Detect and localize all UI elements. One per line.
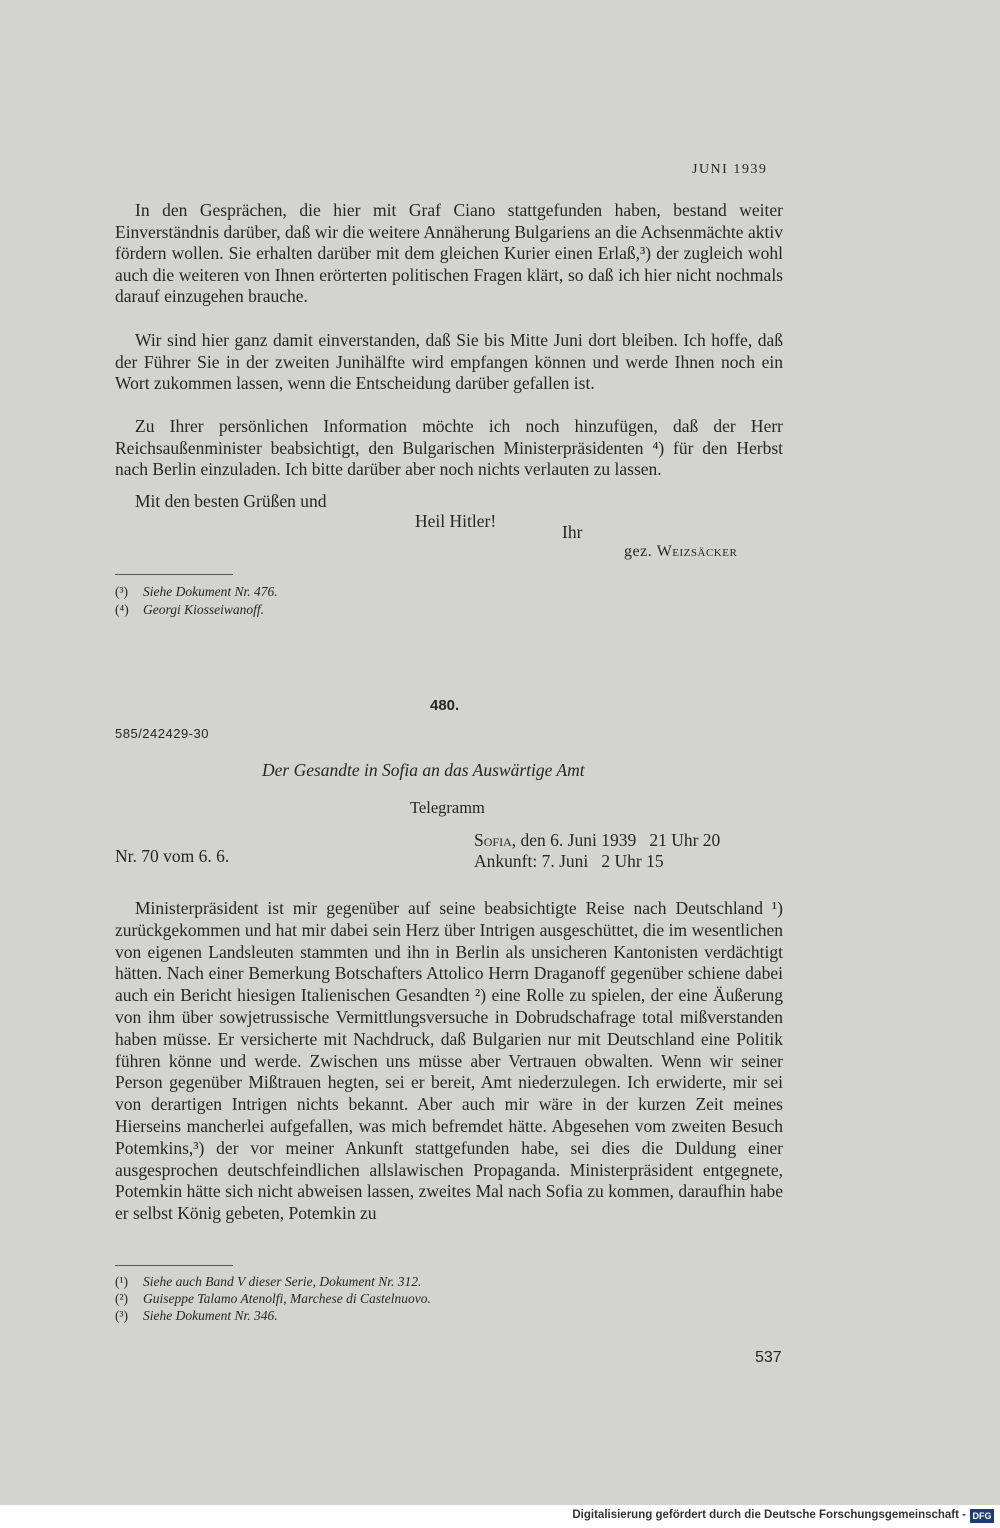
footnote-divider-top	[115, 574, 233, 575]
signature	[624, 543, 737, 561]
document-type: Telegramm	[410, 798, 485, 817]
footnote-2-bottom: (²) Guiseppe Talamo Atenolfi, Marchese di Castelnuovo.	[115, 1291, 431, 1306]
dfg-logo-icon: DFG	[970, 1509, 994, 1523]
signature-prefix: gez.	[624, 543, 653, 560]
closing-ihr: Ihr	[562, 522, 583, 542]
telegram-sent: Sofia, den 6. Juni 1939 21 Uhr 20	[474, 830, 721, 850]
footnote-divider-bottom	[115, 1265, 233, 1266]
footnote-4-top: (⁴) Georgi Kiosseiwanoff.	[115, 602, 265, 617]
closing-greeting: Mit den besten Grüßen und	[135, 491, 327, 511]
telegram-number: Nr. 70 vom 6. 6.	[115, 846, 230, 866]
telegram-arrival: Ankunft: 7. Juni 2 Uhr 15	[474, 851, 664, 871]
letter-paragraph-3: Zu Ihrer persönlichen Information möchte ich noch hinzufügen, daß der Herr Reichsaußenminister beabsichtigt, den Bulgarischen Ministerpräsidenten ⁴) für den Herbst nach Berlin einzuladen. Ich bitte darüber aber noch nichts verlauten zu lassen.	[115, 416, 783, 479]
page-number: 537	[755, 1349, 782, 1366]
footnote-3-top: (³) Siehe Dokument Nr. 476.	[115, 584, 278, 599]
closing-salute: Heil Hitler!	[415, 511, 497, 531]
telegram-meta	[474, 830, 720, 872]
digitization-footer	[0, 1505, 1000, 1528]
letter-paragraph-2: Wir sind hier ganz damit einverstanden, daß Sie bis Mitte Juni dort bleiben. Ich hoffe, daß der Führer Sie in der zweiten Junihälfte wird empfangen können und werde Ihnen noch ein Wort zukommen lassen, wenn die Entscheidung darüber gefallen ist.	[115, 330, 783, 393]
document-title: Der Gesandte in Sofia an das Auswärtige Amt	[262, 760, 585, 780]
signature-name: Weizsäcker	[656, 543, 738, 560]
document-number: 480.	[430, 697, 460, 714]
telegram-body: Ministerpräsident ist mir gegenüber auf seine beabsichtigte Reise nach Deutschland ¹) zurückgekommen und hat mir dabei sein Herz über Intrigen ausgeschüttet, die im wesentlichen von eigenen Landsleuten stammten und ihn in Berlin als unsicheren Kantonisten verdächtigt hätten. Nach einer Bemerkung Botschafters Attolico Herrn Draganoff gegenüber schiene dabei auch ein Bericht hiesigen Italienischen Gesandten ²) eine Rolle zu spielen, der eine Äußerung von ihm über sowjetrussische Vermittlungsversuche in Dobrudschafrage total mißverstanden haben müsse. Er versicherte mit Nachdruck, daß Bulgarien nur mit Deutschland eine Politik führen könne und werde. Zwischen uns müsse aber Vertrauen obwalten. Wenn wir seiner Person gegenüber Mißtrauen hegten, sei er bereit, Amt niederzulegen. Ich erwiderte, mir sei von derartigen Intrigen nichts bekannt. Aber auch mir wäre in der kurzen Zeit meines Hierseins mancherlei aufgefallen, was mich befremdet hätte. Abgesehen vom zweiten Besuch Potemkins,³) der vor meiner Ankunft stattgefunden habe, sei dies die Duldung einer ausgesprochen deutschfeindlichen allslawischen Propaganda. Ministerpräsident entgegnete, Potemkin hätte sich nicht abweisen lassen, zweites Mal nach Sofia zu kommen, daraufhin habe er selbst König gebeten, Potemkin zu	[115, 898, 783, 1224]
letter-paragraph-1: In den Gesprächen, die hier mit Graf Ciano stattgefunden haben, bestand weiter Einverständnis darüber, daß wir die weitere Annäherung Bulgariens an die Achsenmächte aktiv fördern wollen. Sie erhalten darüber mit dem gleichen Kurier einen Erlaß,³) der zugleich wohl auch die weiteren von Ihnen erörterten politischen Fragen klärt, so daß ich hier nicht nochmals darauf einzugehen brauche.	[115, 200, 783, 306]
running-header-date: JUNI 1939	[692, 162, 768, 177]
footnote-3-bottom: (³) Siehe Dokument Nr. 346.	[115, 1308, 278, 1323]
footer-credit: Digitalisierung gefördert durch die Deutsche Forschungsgemeinschaft -	[572, 1509, 966, 1521]
document-reference: 585/242429-30	[115, 726, 209, 741]
footnote-1-bottom: (¹) Siehe auch Band V dieser Serie, Dokument Nr. 312.	[115, 1274, 422, 1289]
